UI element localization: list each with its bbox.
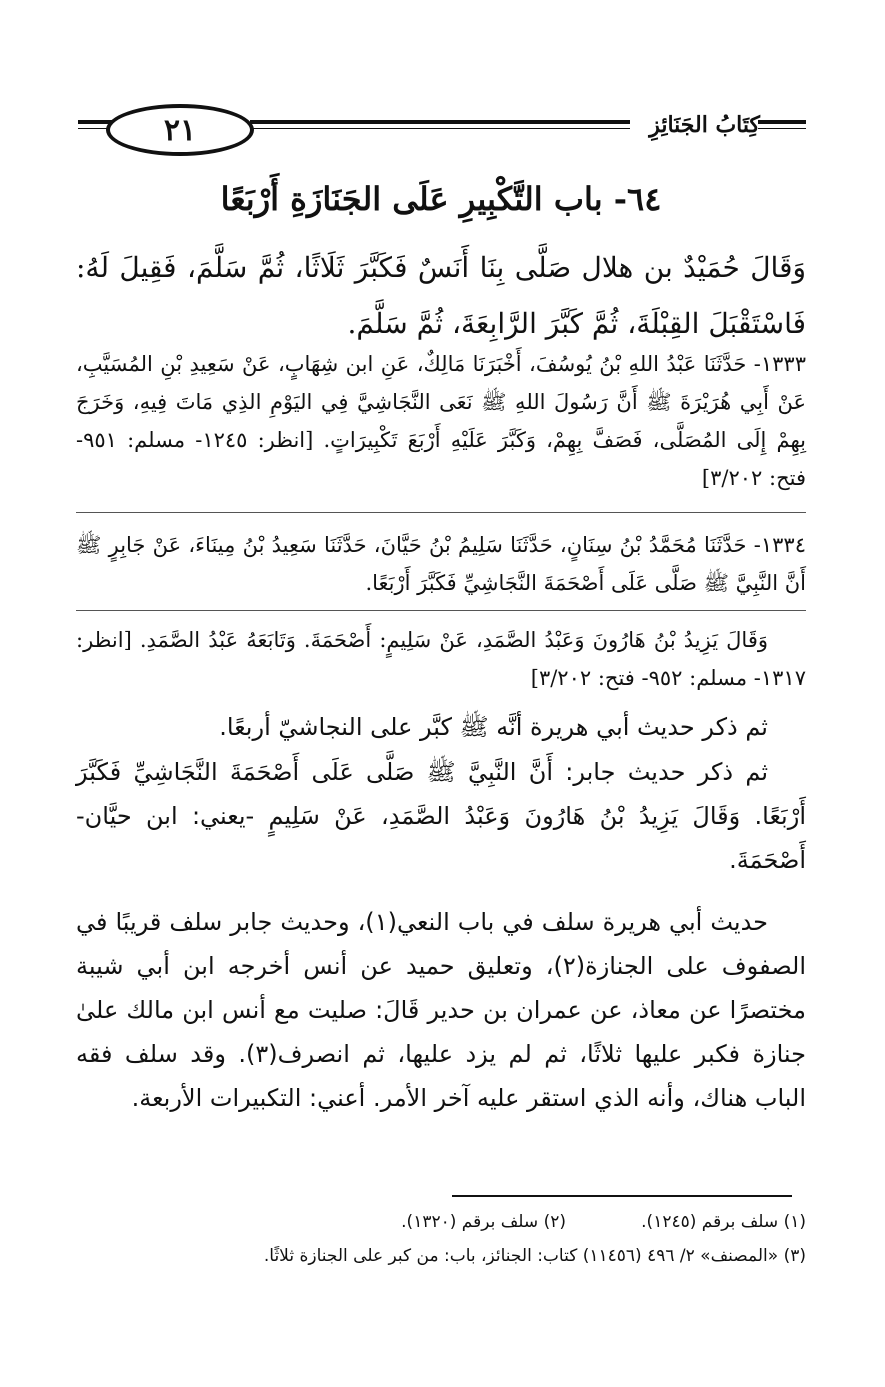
commentary-paragraph-2: ثم ذكر حديث جابر: أَنَّ النَّبِيَّ ﷺ صَلَّى عَلَى أَصْحَمَةَ النَّجَاشِيِّ فَكَبَّرَ أَرْبَعًا. وَقَالَ يَزِيدُ بْنُ هَارُونَ وَعَبْدُ الصَّمَدِ، عَنْ سَلِيمٍ -يعني: ابن حيَّان- أَصْحَمَةَ. (76, 758, 806, 874)
commentary-paragraph-3: حديث أبي هريرة سلف في باب النعي(١)، وحديث جابر سلف قريبًا في الصفوف على الجنازة(٢)، وتعليق حميد عن أنس أخرجه ابن أبي شيبة مختصرًا عن معاذ، عن عمران بن حدير قَالَ: صليت مع أنس ابن مالك علىٰ جنازة فكبر عليها ثلاثًا، ثم لم يزد عليها، ثم انصرف(٣). وقد سلف فقه الباب هناك، وأنه الذي استقر عليه آخر الأمر. أعني: التكبيرات الأربعة. (76, 908, 807, 1112)
commentary-paragraph-1: ثم ذكر حديث أبي هريرة أنَّه ﷺ كبَّر على النجاشيّ أربعًا. (219, 713, 768, 741)
running-header (78, 98, 808, 178)
footnote-1: (١) سلف برقم (١٢٤٥). (641, 1212, 806, 1232)
footnote-row (76, 1239, 806, 1273)
footnote-row (76, 1205, 806, 1239)
footnotes (76, 1205, 806, 1273)
hadith-divider (76, 610, 806, 611)
header-rule-middle-thin (250, 128, 630, 129)
footnote-rule (452, 1195, 792, 1197)
chapter-title: ٦٤- باب التَّكْبِيرِ عَلَى الجَنَازَةِ أَرْبَعًا (220, 180, 662, 218)
footnote-2: (٢) سلف برقم (١٣٢٠). (401, 1212, 566, 1232)
book-title: كِتَابُ الجَنَائِزِ (649, 112, 760, 138)
footnote-3: (٣) «المصنف» ٢/ ٤٩٦ (١١٤٥٦) كتاب: الجنائز، باب: من كبر على الجنازة ثلاثًا. (263, 1246, 806, 1266)
header-rule-middle-thick (250, 120, 630, 124)
taliq-1334: وَقَالَ يَزِيدُ بْنُ هَارُونَ وَعَبْدُ الصَّمَدِ، عَنْ سَلِيمٍ: أَصْحَمَةَ. وَتَابَعَهُ عَبْدُ الصَّمَدِ. [انظر: ١٣١٧- مسلم: ٩٥٢- فتح: ٣/٢٠٢] (76, 628, 806, 690)
hadith-1333: ١٣٣٣- حَدَّثَنَا عَبْدُ اللهِ بْنُ يُوسُفَ، أَخْبَرَنَا مَالِكٌ، عَنِ ابن شِهَابٍ، عَنْ سَعِيدِ بْنِ المُسَيَّبِ، عَنْ أَبِي هُرَيْرَةَ ﷺ أَنَّ رَسُولَ اللهِ ﷺ نَعَى النَّجَاشِيَّ فِي اليَوْمِ الذِي مَاتَ فِيهِ، وَخَرَجَ بِهِمْ إِلَى المُصَلَّى، فَصَفَّ بِهِمْ، وَكَبَّرَ عَلَيْهِ أَرْبَعَ تَكْبِيرَاتٍ. [انظر: ١٢٤٥- مسلم: ٩٥١- فتح: ٣/٢٠٢] (76, 352, 806, 490)
hadith-divider (76, 512, 806, 513)
page-number-oval (106, 104, 254, 156)
hadith-1334: ١٣٣٤- حَدَّثَنَا مُحَمَّدُ بْنُ سِنَانٍ، حَدَّثَنَا سَلِيمُ بْنُ حَيَّانَ، حَدَّثَنَا سَعِيدُ بْنُ مِينَاءَ، عَنْ جَابِرٍ ﷺ أَنَّ النَّبِيَّ ﷺ صَلَّى عَلَى أَصْحَمَةَ النَّجَاشِيِّ فَكَبَّرَ أَرْبَعًا. (76, 533, 806, 595)
page-number: ٢١ (163, 112, 197, 148)
header-rule-right-thick (758, 120, 806, 124)
header-rule-right-thin (758, 128, 806, 129)
tamlik-text: وَقَالَ حُمَيْدٌ بن هلال صَلَّى بِنَا أَنَسٌ فَكَبَّرَ ثَلَاثًا، ثُمَّ سَلَّمَ، فَقِيلَ لَهُ: فَاسْتَقْبَلَ القِبْلَةَ، ثُمَّ كَبَّرَ الرَّابِعَةَ، ثُمَّ سَلَّمَ. (76, 251, 806, 340)
